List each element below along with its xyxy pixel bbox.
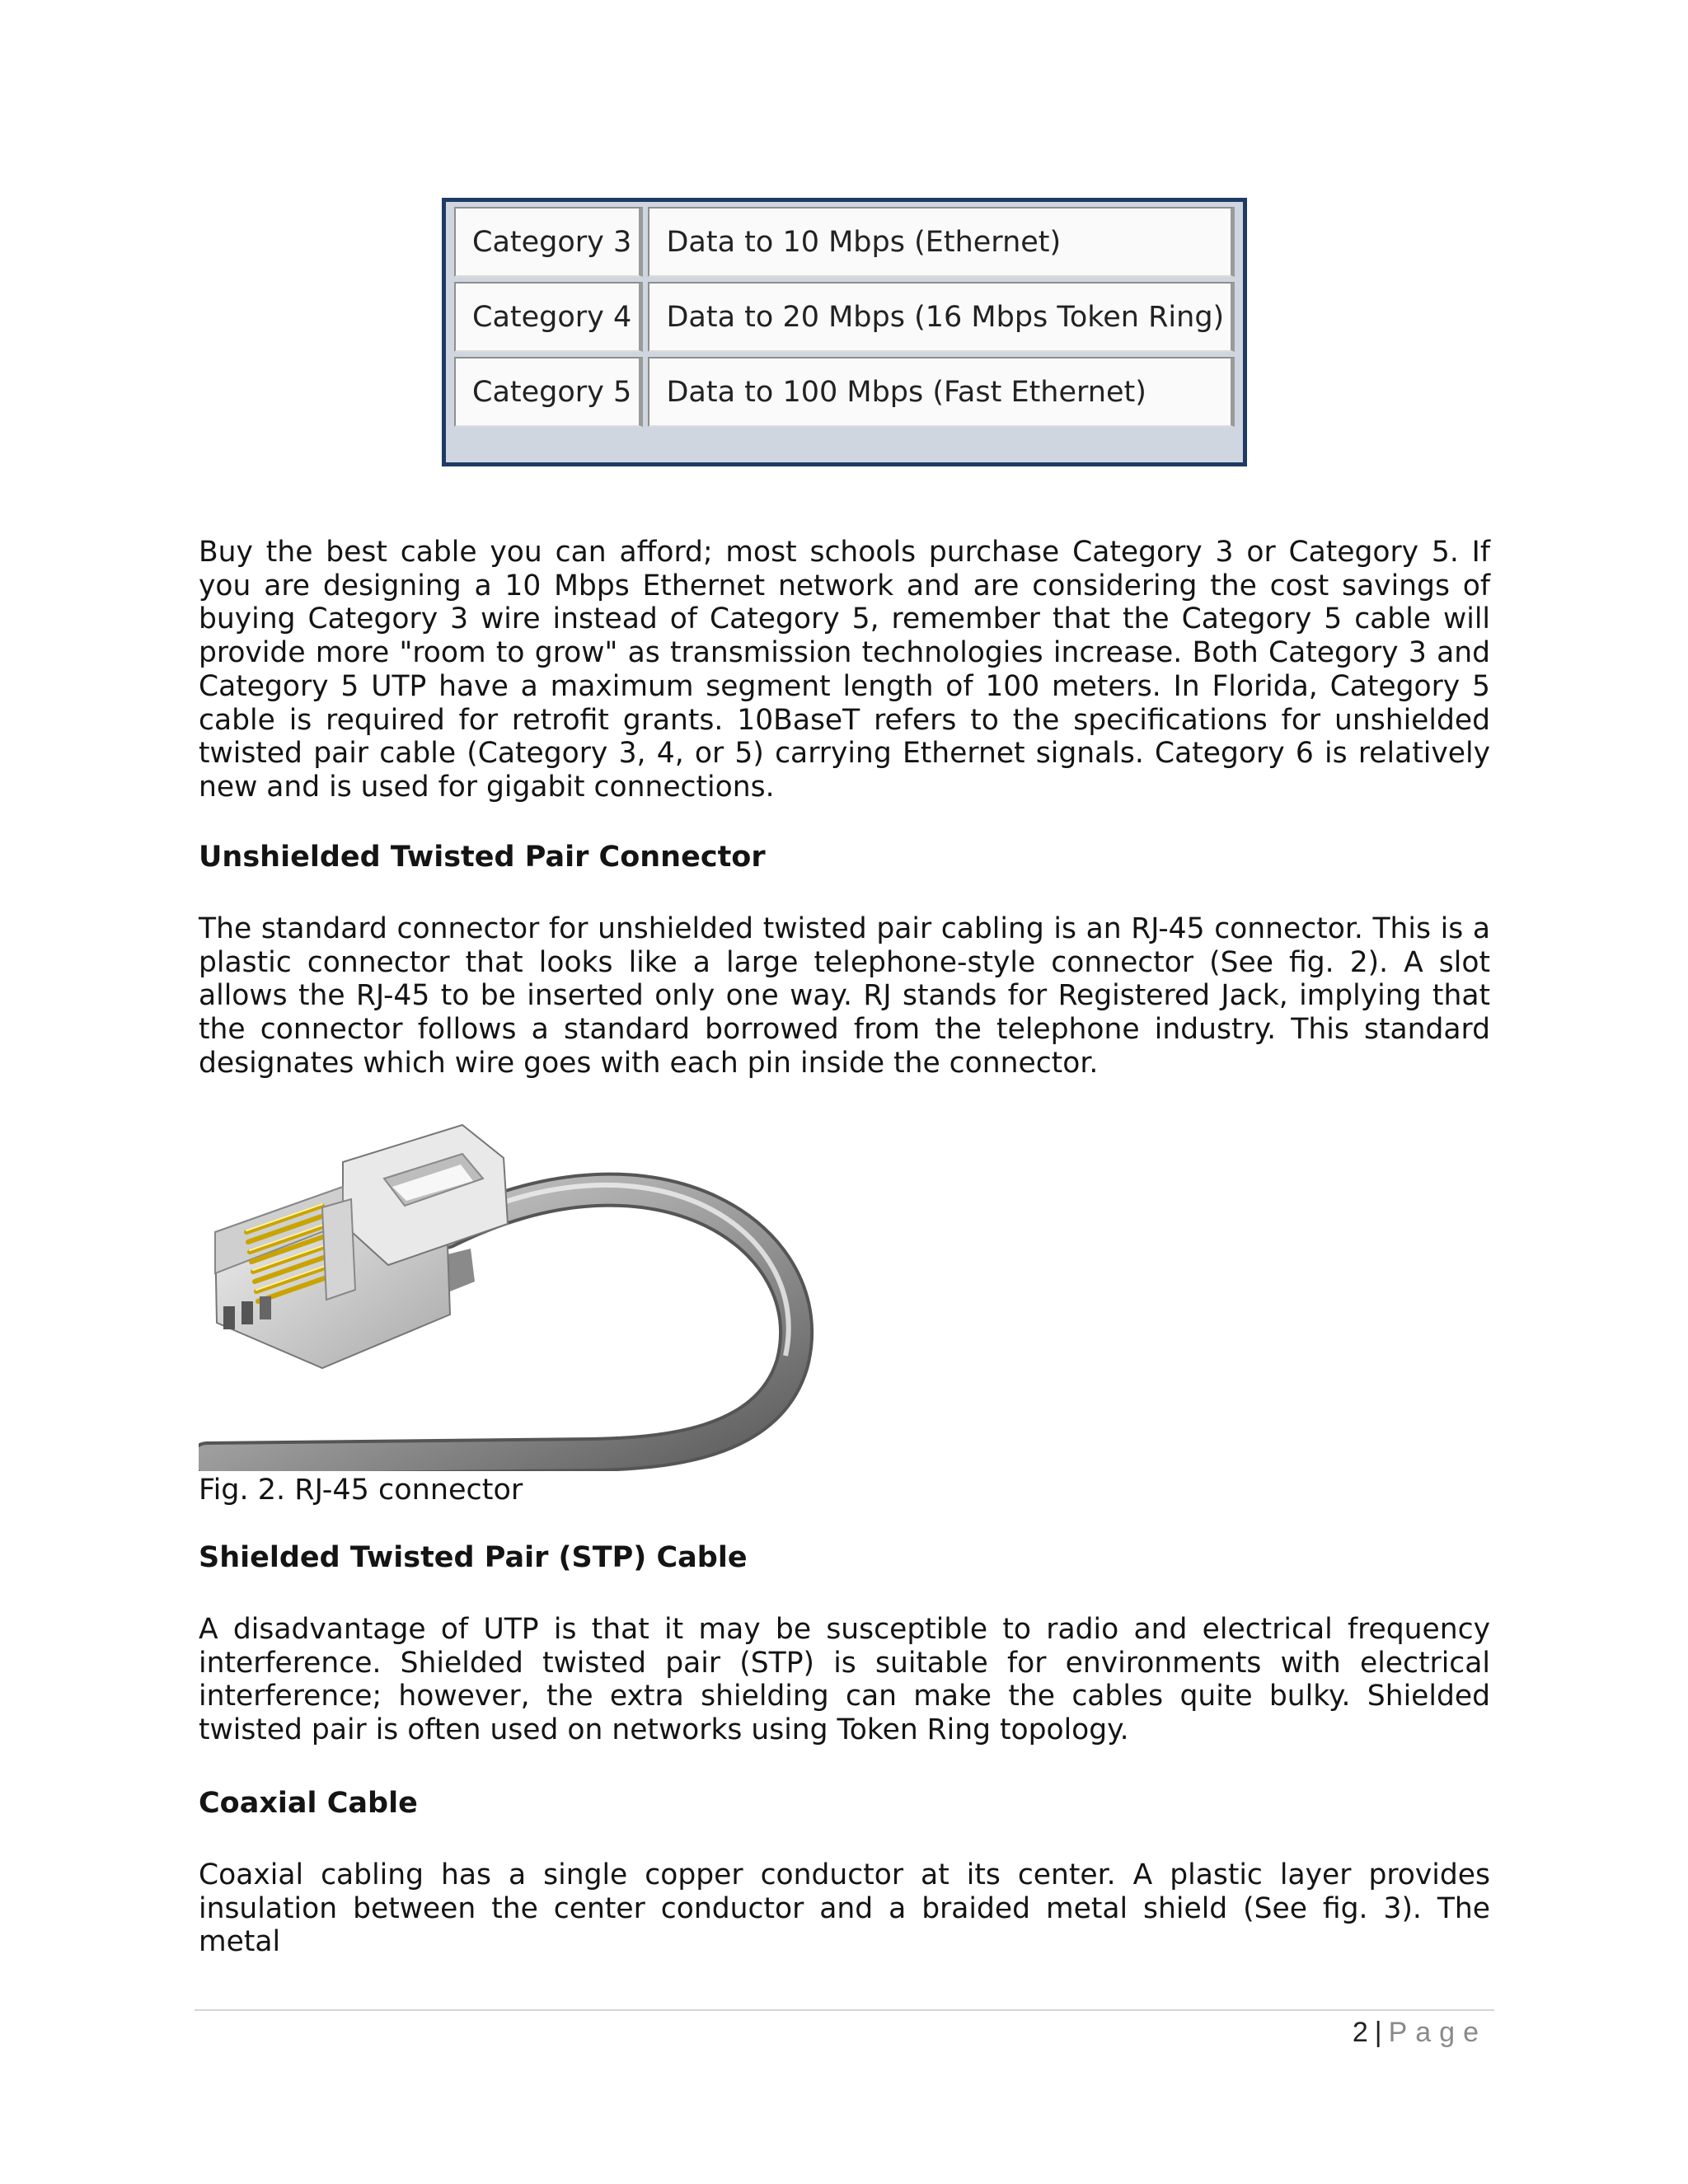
description-cell: Data to 10 Mbps (Ethernet)	[648, 207, 1235, 277]
stp-heading: Shielded Twisted Pair (STP) Cable	[199, 1541, 748, 1574]
description-cell: Data to 20 Mbps (16 Mbps Token Ring)	[648, 282, 1235, 352]
description-cell: Data to 100 Mbps (Fast Ethernet)	[648, 357, 1235, 427]
page-footer	[1353, 2016, 1487, 2049]
category-cell: Category 5	[454, 357, 643, 427]
coaxial-paragraph: Coaxial cabling has a single copper conductor at its center. A plastic layer provides insulation between the center conductor and a braided metal shield (See fig. 3). The metal	[199, 1858, 1490, 1959]
stp-paragraph: A disadvantage of UTP is that it may be susceptible to radio and electrical frequency interference. Shielded twisted pair (STP) is suitable for environments with electrical interference; however, the extra shielding can make the cables quite bulky. Shielded twisted pair is often used on networks using Token Ring topology.	[199, 1613, 1490, 1747]
rj45-connector-illustration	[199, 1108, 825, 1471]
category-cell: Category 3	[454, 207, 643, 277]
table-row	[454, 357, 1235, 427]
footer-rule	[195, 2009, 1494, 2011]
table-row	[454, 207, 1235, 277]
page-number: 2	[1352, 2017, 1368, 2048]
page-separator: |	[1374, 2017, 1382, 2048]
coaxial-heading: Coaxial Cable	[199, 1787, 418, 1820]
category-cell: Category 4	[454, 282, 643, 352]
table-row	[454, 282, 1235, 352]
page-label: Page	[1388, 2017, 1487, 2048]
figure-caption: Fig. 2. RJ-45 connector	[199, 1474, 523, 1507]
cable-advice-paragraph: Buy the best cable you can afford; most schools purchase Category 3 or Category 5. If you are designing a 10 Mbps Ethernet network and are considering the cost savings of buying Category 3 wire instead of Category 5, remember that the Category 5 cable will provide more "room to grow" as transmission technologies increase. Both Category 3 and Category 5 UTP have a maximum segment length of 100 meters. In Florida, Category 5 cable is required for retrofit grants. 10BaseT refers to the specifications for unshielded twisted pair cable (Category 3, 4, or 5) carrying Ethernet signals. Category 6 is relatively new and is used for gigabit connections.	[199, 536, 1490, 804]
utp-connector-paragraph: The standard connector for unshielded twisted pair cabling is an RJ-45 connector. This is a plastic connector that looks like a large telephone-style connector (See fig. 2). A slot allows the RJ-45 to be inserted only one way. RJ stands for Registered Jack, implying that the connector follows a standard borrowed from the telephone industry. This standard designates which wire goes with each pin inside the connector.	[199, 912, 1490, 1080]
utp-connector-heading: Unshielded Twisted Pair Connector	[199, 841, 766, 874]
category-table	[442, 198, 1247, 466]
